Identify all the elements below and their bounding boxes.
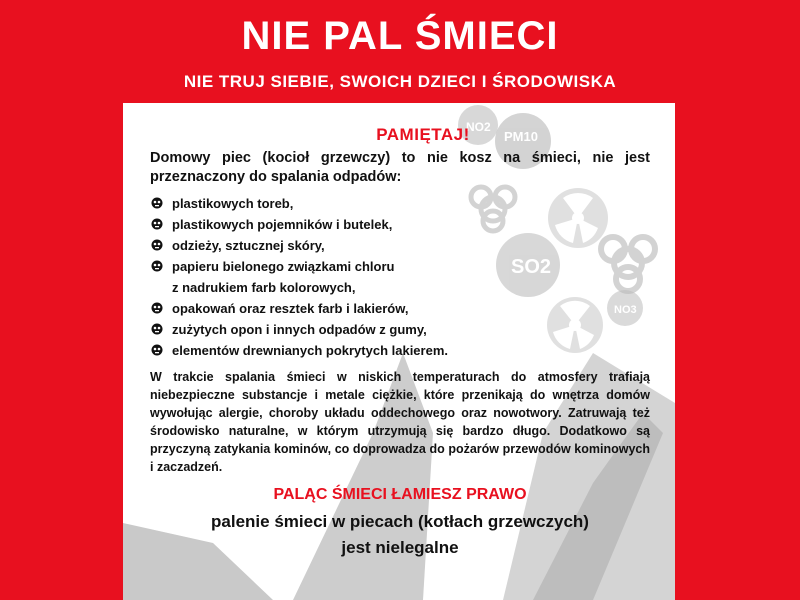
list-item (150, 193, 650, 214)
poster-content (150, 125, 650, 560)
skull-icon (151, 260, 163, 272)
law-warning: PALĄC ŚMIECI ŁAMIESZ PRAWO (273, 486, 527, 503)
info-paragraph: W trakcie spalania śmieci w niskich temperaturach do atmosfery trafiają niebezpieczne substancje i metale ciężkie, które przenikają do wnętrza domów wywołując alergie, choroby układu oddechowego oraz nowotwory. Zatruwają też środowisko naturalne, w którym utrzymują się bardzo długo. Dodatkowo są przyczyną zatykania kominów, co doprowadza do pożarów przewodów kominowych i zaczadzeń. (150, 370, 650, 474)
illegal-statement-line2: jest nielegalne (341, 538, 459, 557)
list-item-label: plastikowych toreb, (172, 196, 294, 211)
list-item-label: elementów drewnianych pokrytych lakierem. (172, 343, 448, 358)
illegal-statement-line1: palenie śmieci w piecach (kotłach grzewczych) (211, 512, 589, 531)
svg-text:NO3: NO3 (614, 304, 637, 316)
intro-text: Domowy piec (kocioł grzewczy) to nie kosz na śmieci, nie jest przeznaczony do spalania odpadów: (150, 150, 650, 185)
skull-icon (151, 323, 163, 335)
list-item (150, 235, 650, 256)
skull-icon (151, 197, 163, 209)
page-subtitle: NIE TRUJ SIEBIE, SWOICH DZIECI I ŚRODOWISKA (183, 72, 617, 91)
list-item-label: odzieży, sztucznej skóry, (172, 238, 325, 253)
page-title: NIE PAL ŚMIECI (241, 14, 559, 58)
list-item-label: opakowań oraz resztek farb i lakierów, (172, 301, 409, 316)
skull-icon (151, 302, 163, 314)
list-item (150, 298, 650, 319)
skull-icon (151, 344, 163, 356)
poster-panel (123, 103, 675, 600)
list-item (150, 214, 650, 235)
list-item (150, 319, 650, 340)
svg-text:SO2: SO2 (511, 256, 552, 278)
list-item-label: zużytych opon i innych odpadów z gumy, (172, 322, 427, 337)
remember-heading: PAMIĘTAJ! (376, 125, 470, 144)
list-item (150, 340, 650, 361)
list-item-label: papieru bielonego związkami chloru (172, 259, 395, 274)
list-item (150, 256, 650, 277)
list-item-label: z nadrukiem farb kolorowych, (172, 280, 356, 295)
svg-text:PM10: PM10 (504, 129, 538, 144)
list-item-label: plastikowych pojemników i butelek, (172, 217, 393, 232)
svg-text:NO2: NO2 (466, 120, 491, 134)
skull-icon (151, 218, 163, 230)
forbidden-items-list (150, 193, 650, 361)
list-item-continuation (150, 277, 650, 298)
skull-icon (151, 239, 163, 251)
